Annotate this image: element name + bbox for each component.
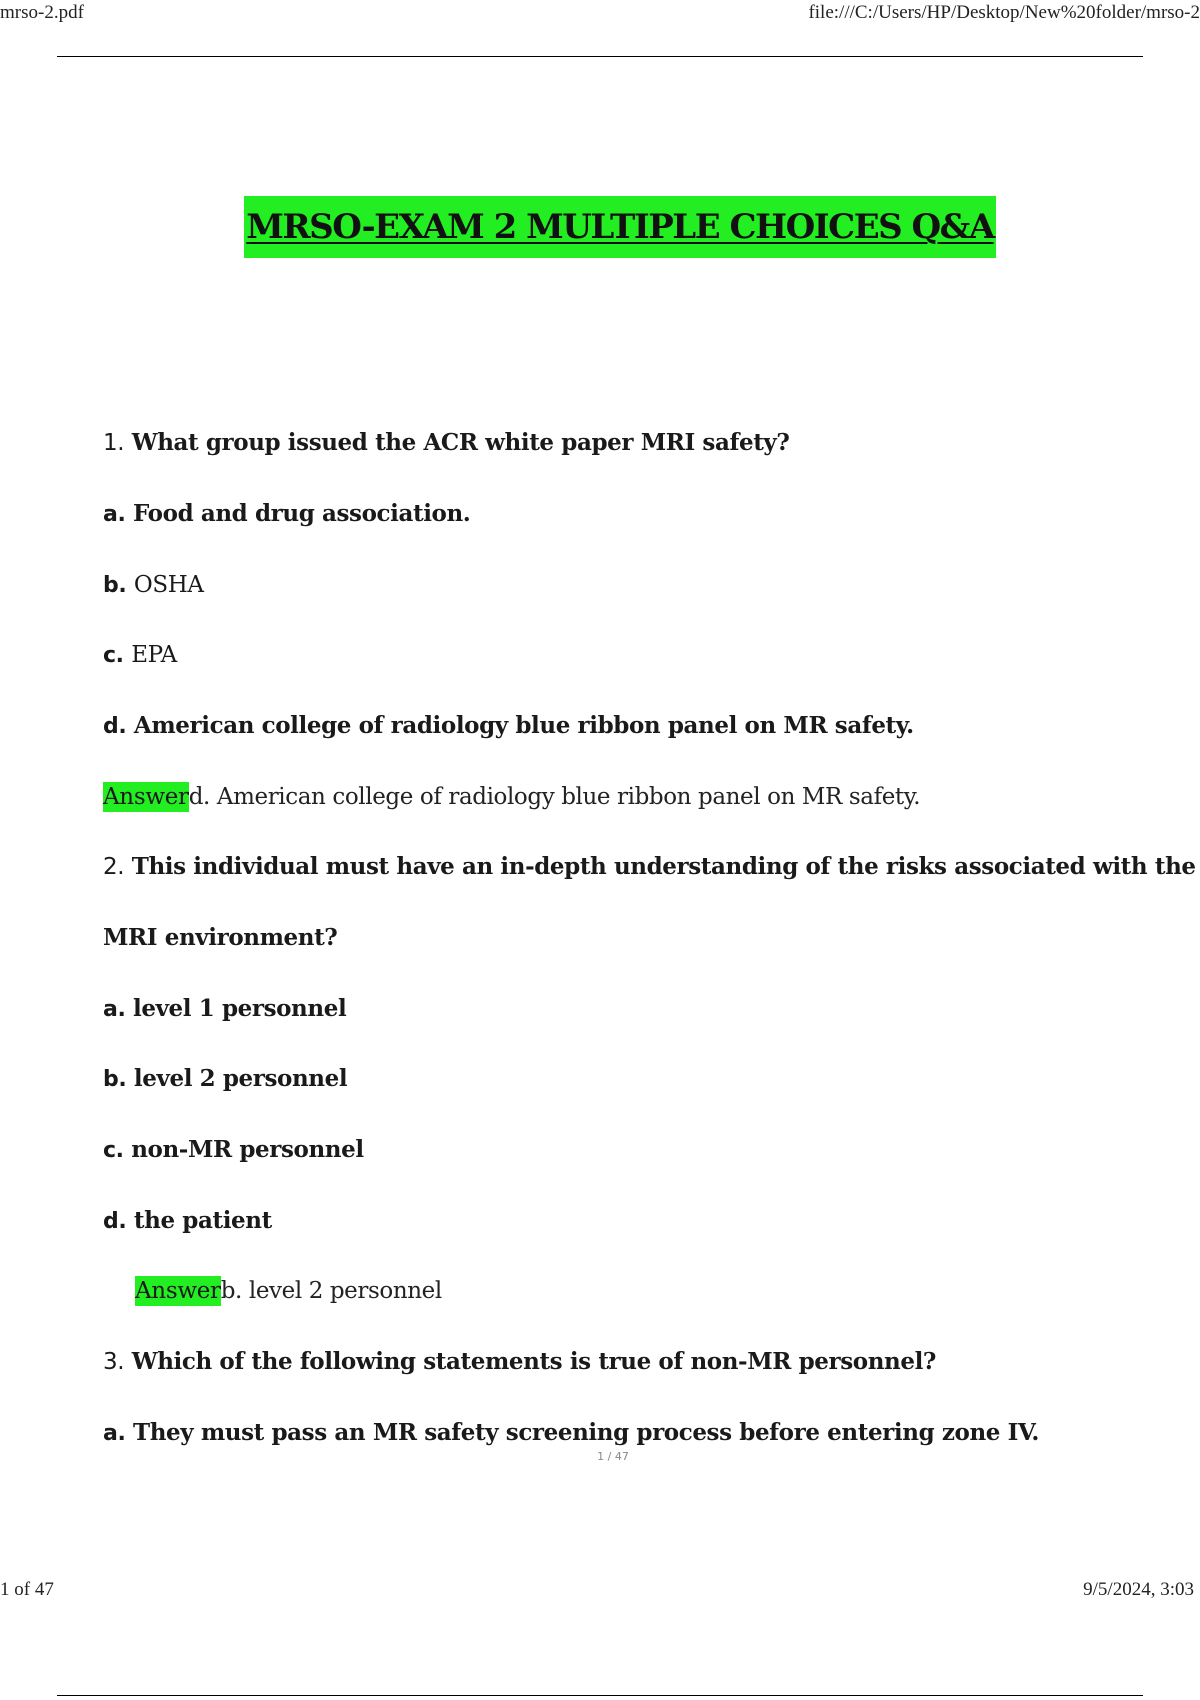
question-text: What group issued the ACR white paper MRI safety?: [131, 429, 790, 456]
option-letter: d.: [103, 1209, 127, 1234]
question-1-option-b: [103, 570, 204, 601]
question-2: [103, 852, 1196, 882]
option-text: OSHA: [133, 572, 204, 598]
option-letter: c.: [103, 643, 124, 668]
option-text: Food and drug association.: [133, 500, 471, 527]
option-text: level 1 personnel: [133, 995, 347, 1022]
option-letter: a.: [103, 502, 126, 527]
option-text: American college of radiology blue ribbon panel on MR safety.: [133, 712, 914, 739]
answer-text: b. level 2 personnel: [220, 1278, 442, 1304]
footer-page: 1 of 47: [0, 1579, 54, 1600]
question-number: 1.: [103, 430, 125, 456]
option-letter: b.: [103, 573, 127, 598]
question-2-option-a: [103, 994, 346, 1025]
question-2-option-b: [103, 1064, 347, 1095]
option-letter: d.: [103, 714, 127, 739]
option-letter: a.: [103, 997, 126, 1022]
answer-text: d. American college of radiology blue ribbon panel on MR safety.: [188, 784, 921, 810]
option-text: They must pass an MR safety screening process before entering zone IV.: [133, 1419, 1040, 1446]
page-counter: 1 / 47: [597, 1450, 629, 1463]
option-text: EPA: [131, 642, 177, 668]
option-text: level 2 personnel: [133, 1065, 348, 1092]
question-1-option-a: [103, 499, 470, 530]
option-letter: b.: [103, 1067, 127, 1092]
question-1-option-d: [103, 711, 914, 742]
option-letter: a.: [103, 1421, 126, 1446]
footer-datetime: 9/5/2024, 3:03: [1083, 1579, 1194, 1600]
header-filename: mrso-2.pdf: [0, 2, 84, 23]
header-url: file:///C:/Users/HP/Desktop/New%20folder/mrso-2: [808, 2, 1200, 23]
question-2-option-c: [103, 1135, 364, 1166]
answer-label: Answer: [103, 784, 189, 810]
question-text-line-2: MRI environment?: [103, 924, 338, 951]
bottom-divider: [57, 1695, 1143, 1696]
question-2-continuation: [103, 923, 337, 953]
question-3-option-a: [103, 1418, 1039, 1449]
option-text: non-MR personnel: [131, 1136, 364, 1163]
question-1-answer: [103, 782, 920, 812]
question-number: 2.: [103, 854, 125, 880]
document-title: MRSO-EXAM 2 MULTIPLE CHOICES Q&A: [244, 196, 995, 258]
question-1-option-c: [103, 640, 177, 671]
question-2-answer: [135, 1276, 442, 1306]
question-1: [103, 428, 789, 458]
question-text-line-1: This individual must have an in-depth understanding of the risks associated with the: [131, 853, 1196, 880]
option-text: the patient: [133, 1207, 272, 1234]
top-divider: [57, 56, 1143, 57]
question-2-option-d: [103, 1206, 272, 1237]
question-text: Which of the following statements is true of non-MR personnel?: [131, 1348, 936, 1375]
question-number: 3.: [103, 1349, 125, 1375]
option-letter: c.: [103, 1138, 124, 1163]
answer-label: Answer: [135, 1278, 221, 1304]
title-container: [0, 196, 1200, 258]
question-3: [103, 1347, 936, 1377]
